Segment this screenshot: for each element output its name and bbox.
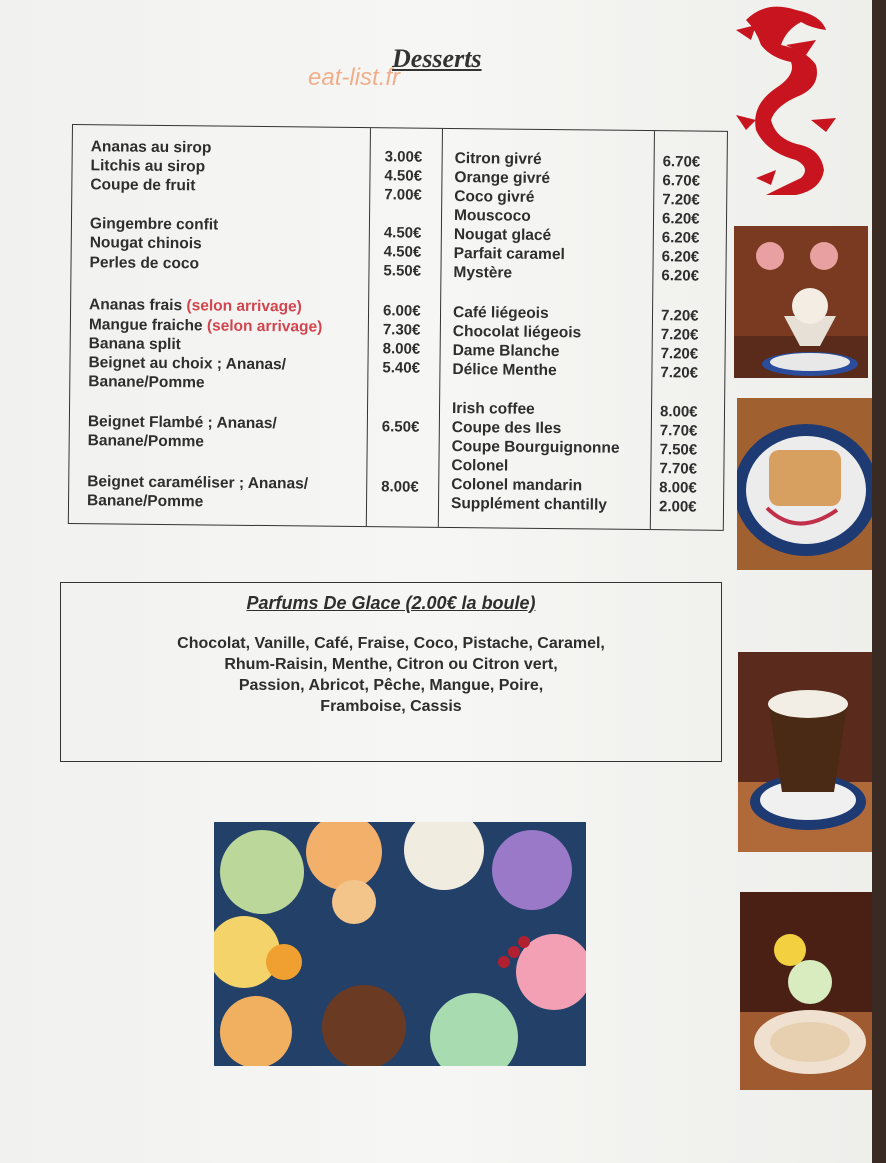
item-price: 6.00€ [382, 302, 421, 320]
menu-item: Orange givré [454, 169, 551, 188]
item-price: 7.70€ [659, 460, 698, 478]
item-price: 4.50€ [383, 224, 422, 242]
item-price: 7.20€ [660, 326, 699, 344]
item-price: 7.20€ [662, 191, 700, 209]
menu-item: Coupe de fruit [90, 176, 196, 195]
item-price: 7.20€ [660, 307, 699, 325]
item-price: 8.00€ [659, 403, 698, 421]
item-price: 7.50€ [659, 441, 698, 459]
page-title: Desserts [392, 44, 482, 73]
menu-item: Ananas frais (selon arrivage) [89, 296, 302, 316]
column-divider [650, 131, 655, 529]
item-price: 6.20€ [661, 267, 700, 285]
dragon-icon [726, 0, 846, 200]
menu-item: Dame Blanche [452, 341, 560, 361]
column-divider [438, 129, 443, 527]
item-price: 7.70€ [659, 422, 698, 440]
menu-item: Coco givré [454, 188, 535, 206]
item-price: 4.50€ [384, 167, 423, 185]
column-divider [366, 128, 371, 526]
dessert-photo [740, 892, 880, 1090]
flavor-line: Rhum-Raisin, Menthe, Citron ou Citron vert, [224, 656, 558, 673]
background-edge [872, 0, 886, 1163]
menu-item: Nougat chinois [89, 234, 202, 253]
item-price: 8.00€ [659, 479, 697, 497]
watermark: eat-list.fr [308, 64, 401, 91]
flavors-list [121, 633, 661, 717]
availability-note: (selon arrivage) [206, 317, 323, 336]
item-price: 7.20€ [660, 345, 699, 363]
menu-item: Litchis au sirop [90, 157, 206, 176]
menu-item: Délice Menthe [452, 360, 557, 380]
ice-cream-flavors-box [60, 582, 722, 762]
menu-item: Perles de coco [89, 254, 200, 273]
menu-item: Banana split [88, 335, 181, 354]
menu-item: Beignet au choix ; Ananas/ [88, 354, 287, 374]
item-price: 6.20€ [661, 248, 700, 266]
menu-item: Beignet Flambé ; Ananas/ [87, 413, 277, 433]
menu-item: Coupe Bourguignonne [451, 437, 620, 457]
item-price: 6.50€ [381, 418, 420, 436]
item-price: 7.30€ [382, 321, 421, 339]
menu-item: Café liégeois [452, 304, 549, 323]
menu-item: Gingembre confit [89, 215, 219, 234]
menu-item: Parfait caramel [453, 245, 565, 264]
flavor-line: Chocolat, Vanille, Café, Fraise, Coco, Pistache, Caramel, [177, 635, 605, 652]
menu-item: Citron givré [454, 150, 542, 168]
menu-item: Banane/Pomme [88, 373, 205, 392]
item-price: 8.00€ [381, 478, 419, 496]
dessert-table [68, 124, 728, 531]
item-price: 8.00€ [382, 340, 421, 358]
menu-item: Beignet caraméliser ; Ananas/ [87, 473, 309, 493]
item-price: 7.00€ [384, 186, 422, 204]
menu-item: Supplément chantilly [450, 494, 608, 514]
flavor-line: Framboise, Cassis [320, 698, 462, 715]
item-price: 6.20€ [661, 210, 700, 228]
ice-cream-scoops-photo [214, 822, 586, 1066]
item-price: 6.70€ [662, 172, 701, 190]
menu-item: Banane/Pomme [86, 492, 204, 511]
item-price: 4.50€ [383, 243, 422, 261]
item-price: 7.20€ [660, 364, 699, 382]
item-price: 5.40€ [382, 359, 421, 377]
dessert-photo [738, 652, 878, 852]
menu-item: Mangue fraiche (selon arrivage) [88, 316, 323, 336]
menu-item: Chocolat liégeois [452, 323, 582, 342]
menu-item: Irish coffee [451, 399, 535, 418]
menu-item: Colonel mandarin [451, 475, 583, 495]
dessert-photo [734, 226, 868, 378]
item-price: 3.00€ [384, 148, 423, 166]
menu-item: Banane/Pomme [87, 432, 205, 451]
menu-item: Coupe des Iles [451, 418, 562, 438]
item-price: 6.70€ [662, 153, 701, 171]
menu-item: Ananas au sirop [90, 138, 212, 157]
item-price: 2.00€ [658, 498, 697, 516]
availability-note: (selon arrivage) [186, 297, 302, 316]
dessert-photo [737, 398, 875, 570]
item-price: 6.20€ [661, 229, 700, 247]
menu-item: Nougat glacé [453, 226, 552, 245]
menu-item: Colonel [451, 456, 509, 475]
menu-item: Mouscoco [453, 207, 531, 225]
flavor-line: Passion, Abricot, Pêche, Mangue, Poire, [238, 677, 544, 694]
item-price: 5.50€ [383, 262, 422, 280]
flavors-title: Parfums De Glace (2.00€ la boule) [246, 593, 536, 613]
menu-item: Mystère [453, 264, 513, 282]
